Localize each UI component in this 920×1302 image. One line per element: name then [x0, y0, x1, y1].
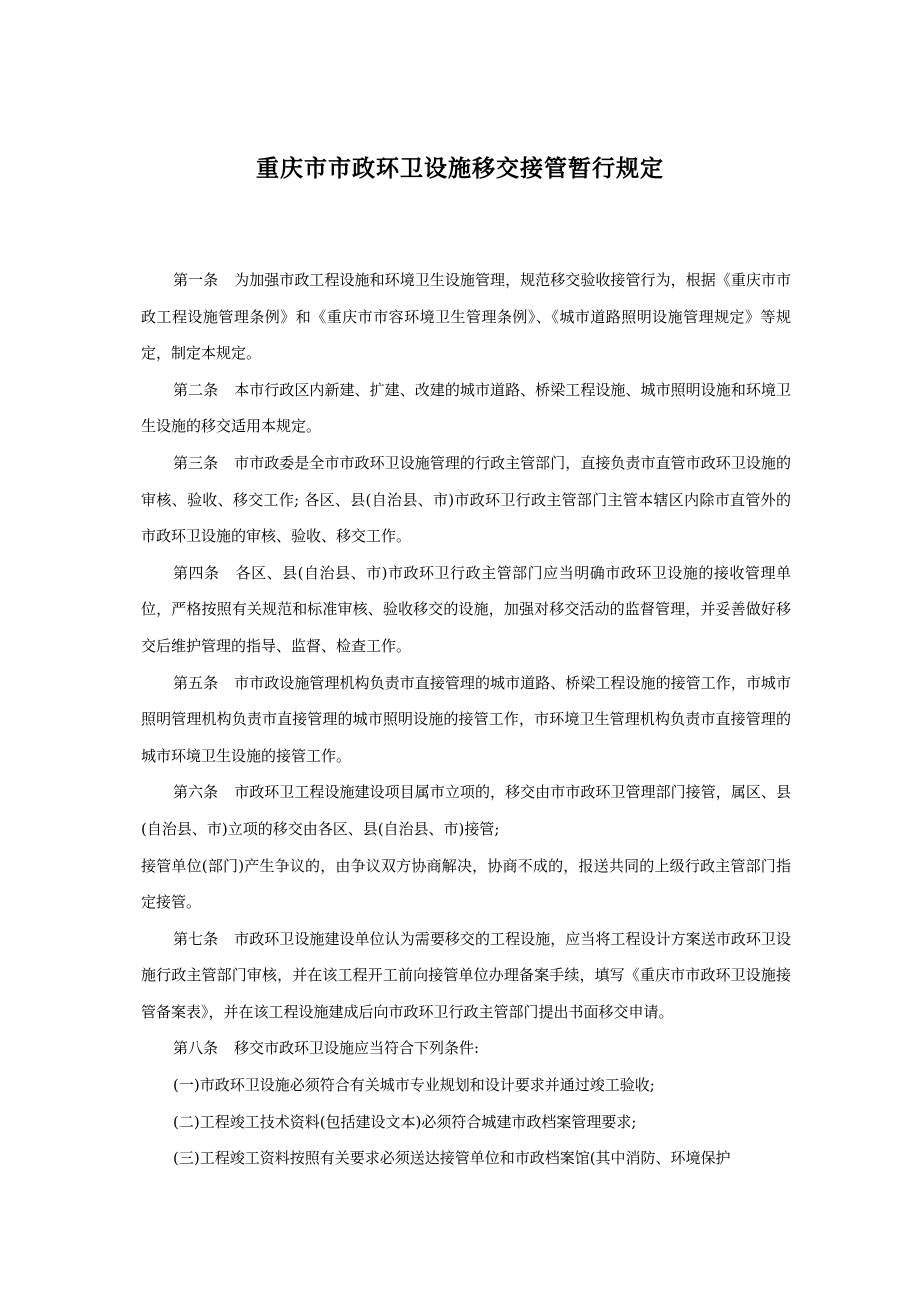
article-label: 第六条: [173, 783, 219, 802]
article-label: 第五条: [173, 673, 219, 692]
article-label: 第二条: [173, 380, 219, 399]
document-body: [141, 262, 791, 1177]
article-text: 市政环卫工程设施建设项目属市立项的，移交由市市政环卫管理部门接管，属区、县(自治县、市)立项的移交由各区、县(自治县、市)接管;: [141, 783, 791, 838]
condition-item: (三)工程竣工资料按照有关要求必须送达接管单位和市政档案馆(其中消防、环境保护: [173, 1149, 731, 1168]
article-label: 第八条: [173, 1039, 219, 1058]
condition-item: (一)市政环卫设施必须符合有关城市专业规划和设计要求并通过竣工验收;: [173, 1076, 655, 1095]
article-label: 第四条: [173, 563, 220, 582]
article-text: 市市政设施管理机构负责市直接管理的城市道路、桥梁工程设施的接管工作，市城市照明管理机构负责市直接管理的城市照明设施的接管工作，市环境卫生管理机构负责市直接管理的城市环境卫生设施的接管工作。: [141, 673, 791, 765]
article-text: 移交市政环卫设施应当符合下列条件:: [234, 1039, 480, 1058]
article-7: [141, 921, 791, 1031]
page-title: 重庆市市政环卫设施移交接管暂行规定: [256, 156, 664, 182]
article-label: 第七条: [173, 929, 219, 948]
article-label: 第三条: [173, 453, 219, 472]
article-1: [141, 262, 791, 372]
article-3: [141, 445, 791, 555]
article-text: 各区、县(自治县、市)市政环卫行政主管部门应当明确市政环卫设施的接收管理单位，严格按照有关规范和标准审核、验收移交的设施，加强对移交活动的监督管理，并妥善做好移交后维护管理的指导、监督、检查工作。: [141, 563, 791, 655]
article-6-continuation: 接管单位(部门)产生争议的，由争议双方协商解决，协商不成的，报送共同的上级行政主管部门指定接管。: [141, 856, 791, 912]
article-label: 第一条: [173, 271, 219, 289]
condition-item: (二)工程竣工技术资料(包括建设文本)必须符合城建市政档案管理要求;: [173, 1112, 637, 1131]
article-text: 为加强市政工程设施和环境卫生设施管理，规范移交验收接管行为，根据《重庆市市政工程设施管理条例》和《重庆市市容环境卫生管理条例》、《城市道路照明设施管理规定》等规定，制定本规定。: [141, 271, 791, 363]
article-2: [141, 372, 791, 445]
article-text: 市市政委是全市市政环卫设施管理的行政主管部门，直接负责市直管市政环卫设施的审核、验收、移交工作; 各区、县(自治县、市)市政环卫行政主管部门主管本辖区内除市直管外的市政环卫设施的审核、验收、移交工作。: [141, 453, 791, 546]
article-4: [141, 555, 791, 665]
article-5: [141, 665, 791, 775]
article-text: 本市行政区内新建、扩建、改建的城市道路、桥梁工程设施、城市照明设施和环境卫生设施的移交适用本规定。: [141, 380, 791, 436]
article-6: [141, 774, 791, 847]
article-text: 市政环卫设施建设单位认为需要移交的工程设施，应当将工程设计方案送市政环卫设施行政主管部门审核，并在该工程开工前向接管单位办理备案手续，填写《重庆市市政环卫设施接管备案表》，并在该工程设施建成后向市政环卫行政主管部门提出书面移交申请。: [141, 929, 791, 1021]
article-8: [141, 1030, 791, 1067]
